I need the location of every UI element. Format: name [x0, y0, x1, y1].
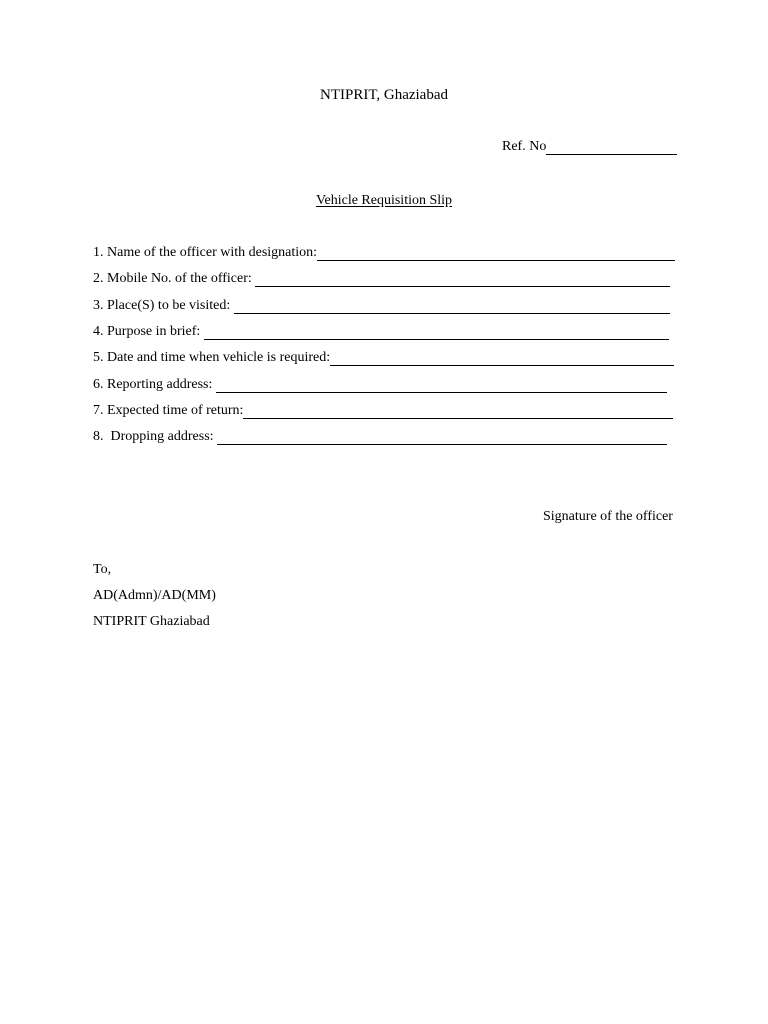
address-designation: AD(Admn)/AD(MM): [93, 588, 216, 603]
ref-no-blank[interactable]: [546, 141, 677, 155]
field-dropping-address: [93, 429, 667, 445]
field-blank[interactable]: [243, 405, 673, 419]
field-label: 6. Reporting address:: [93, 377, 216, 392]
field-blank[interactable]: [217, 431, 667, 445]
ref-no-row: [502, 139, 677, 155]
field-blank[interactable]: [317, 247, 675, 261]
field-label: 4. Purpose in brief:: [93, 324, 204, 339]
ref-no-label: Ref. No: [502, 139, 547, 154]
field-label: 8. Dropping address:: [93, 429, 218, 444]
field-label: 3. Place(S) to be visited:: [93, 298, 234, 313]
field-reporting-address: [93, 377, 667, 393]
field-blank[interactable]: [216, 379, 667, 393]
address-to: To,: [93, 562, 112, 577]
slip-title-text: Vehicle Requisition Slip: [315, 193, 453, 208]
field-label: 5. Date and time when vehicle is required:: [93, 350, 331, 365]
field-purpose: [93, 324, 669, 340]
address-organization: NTIPRIT Ghaziabad: [93, 614, 210, 629]
signature-label: Signature of the officer: [543, 509, 673, 524]
field-label: 1. Name of the officer with designation:: [93, 245, 318, 260]
field-date-time-required: [93, 350, 674, 366]
field-officer-name: [93, 245, 675, 261]
field-blank[interactable]: [255, 273, 670, 287]
field-places-visited: [93, 298, 670, 314]
field-label: 7. Expected time of return:: [93, 403, 244, 418]
field-blank[interactable]: [234, 300, 670, 314]
field-blank[interactable]: [204, 326, 669, 340]
field-expected-return: [93, 403, 673, 419]
field-blank[interactable]: [330, 352, 674, 366]
organization-heading: NTIPRIT, Ghaziabad: [319, 87, 448, 103]
field-label: 2. Mobile No. of the officer:: [93, 271, 256, 286]
field-mobile-no: [93, 271, 670, 287]
slip-title: [0, 193, 768, 209]
